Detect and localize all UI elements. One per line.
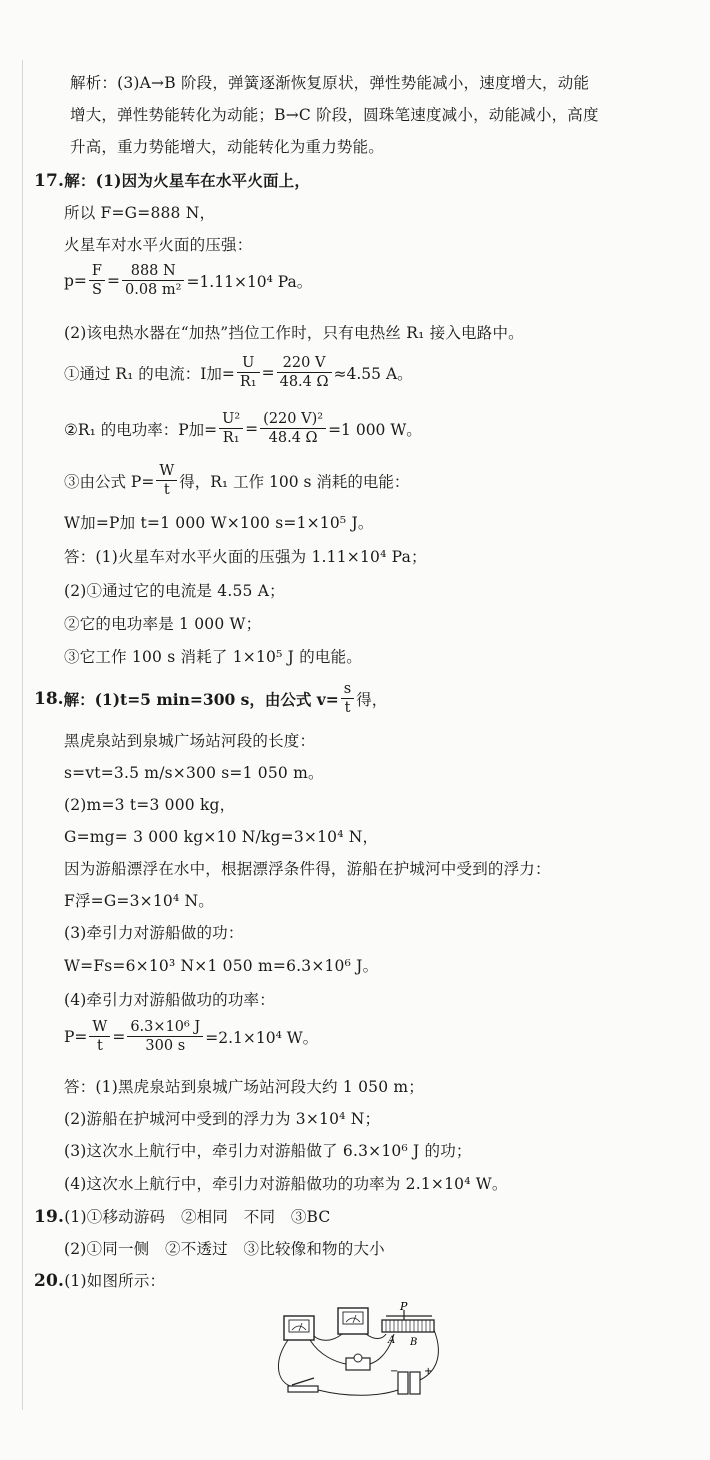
q18-header — [34, 680, 387, 717]
label-p: P — [400, 1300, 408, 1313]
q18-line-7: F浮=G=3×10⁴ N。 — [64, 892, 214, 910]
binding-margin-line — [22, 60, 23, 1410]
denominator: t — [96, 1038, 103, 1054]
fraction — [341, 680, 354, 717]
numerator: W — [89, 1018, 110, 1037]
q18-line-9: W=Fs=6×10³ N×1 050 m=6.3×10⁶ J。 — [64, 957, 379, 975]
fraction — [122, 262, 184, 299]
battery-icon — [398, 1372, 420, 1394]
circuit-diagram — [270, 1300, 460, 1405]
q18-line-8: (3)牵引力对游船做的功： — [64, 924, 244, 942]
fraction — [127, 1018, 203, 1055]
fraction — [260, 410, 326, 447]
q17-answer-1: 答：(1)火星车对水平火面的压强为 1.11×10⁴ Pa； — [64, 548, 427, 566]
q19-answer-1: (1)①移动游码 ②相同 不同 ③BC — [64, 1208, 331, 1226]
numerator: F — [89, 262, 105, 281]
lamp-icon — [346, 1354, 370, 1370]
fraction — [277, 354, 332, 391]
label-minus: − — [390, 1366, 399, 1377]
fraction — [219, 410, 243, 447]
rheostat-icon — [382, 1310, 434, 1332]
q17-pressure-equation: p= $\frac{F}{S}$ = $\frac{888 N}{\text{0.08 m²}}$ =1.11×10⁴ Pa。 — [64, 263, 313, 298]
eq-text: ②R₁ 的电功率：P加= — [64, 420, 218, 439]
q20-line-1 — [34, 1270, 165, 1292]
numerator: U² — [219, 410, 243, 429]
q17-number: 17. — [34, 171, 65, 191]
fraction — [156, 462, 177, 499]
denominator: 48.4 Ω — [268, 430, 318, 446]
eq-text: =2.1×10⁴ W。 — [205, 1028, 319, 1047]
numerator: 220 V — [277, 354, 332, 373]
label-plus: + — [424, 1366, 433, 1377]
eq-text: 得， — [356, 690, 388, 709]
denominator: R₁ — [239, 374, 257, 390]
numerator: 6.3×10⁶ J — [127, 1018, 203, 1037]
q17-line-5: (2)该电热水器在“加热”挡位工作时，只有电热丝 R₁ 接入电路中。 — [64, 324, 524, 342]
numerator: (220 V)² — [260, 410, 326, 429]
q20-answer-1: (1)如图所示： — [64, 1272, 166, 1290]
label-a: A — [388, 1335, 396, 1346]
eq-text: 得，R₁ 工作 100 s 消耗的电能： — [179, 472, 410, 491]
q17-power-equation: ②R₁ 的电功率：P加= $\frac{\text{U²}}{\text{R₁}}$ = $\frac{\text{(220 V)²}}{48.4 \Omega}$ =1 000 W。 — [64, 411, 422, 446]
q18-answer-2: (2)游船在护城河中受到的浮力为 3×10⁴ N； — [64, 1110, 381, 1128]
q19-line-1 — [34, 1206, 330, 1228]
eq-text: =1 000 W。 — [328, 420, 422, 439]
denominator: 48.4 Ω — [279, 374, 329, 390]
denominator: t — [344, 700, 351, 716]
q17-answer-3: ②它的电功率是 1 000 W； — [64, 615, 262, 633]
switch-icon — [288, 1378, 318, 1392]
fraction — [89, 1018, 110, 1055]
ammeter-icon — [284, 1316, 314, 1340]
label-b: B — [410, 1337, 418, 1348]
q18-number: 18. — [34, 688, 64, 709]
q19-line-2: (2)①同一侧 ②不透过 ③比较像和物的大小 — [64, 1240, 385, 1258]
q17-energy-formula — [64, 462, 409, 499]
eq-text: =1.11×10⁴ Pa。 — [186, 272, 313, 291]
q17-current-equation: ①通过 R₁ 的电流：I加= $\frac{U}{\text{R₁}}$ = $\frac{220 V}{48.4 \Omega}$ ≈4.55 A。 — [64, 355, 413, 390]
fraction — [237, 354, 260, 391]
analysis-line-3: 升高，重力势能增大，动能转化为重力势能。 — [70, 138, 385, 156]
denominator: S — [91, 282, 102, 298]
q18-line-6: 因为游船漂浮在水中，根据漂浮条件得，游船在护城河中受到的浮力： — [64, 860, 551, 878]
q17-answer-2: (2)①通过它的电流是 4.55 A； — [64, 582, 285, 600]
eq-text: ≈4.55 A。 — [333, 364, 413, 383]
numerator: W — [156, 462, 177, 481]
q20-number: 20. — [34, 1271, 65, 1291]
q17-line-2: 所以 F=G=888 N， — [64, 204, 216, 222]
q17-header — [34, 170, 310, 192]
fraction — [89, 262, 105, 299]
eq-text: ①通过 R₁ 的电流：I加= — [64, 364, 235, 383]
denominator: R₁ — [222, 430, 240, 446]
analysis-line-1: 解析：(3)A→B 阶段，弹簧逐渐恢复原状，弹性势能减小，速度增大，动能 — [70, 74, 590, 92]
q18-answer-4: (4)这次水上航行中，牵引力对游船做功的功率为 2.1×10⁴ W。 — [64, 1175, 508, 1193]
q18-line-5: G=mg= 3 000 kg×10 N/kg=3×10⁴ N， — [64, 828, 379, 846]
eq-text: P= — [64, 1027, 88, 1046]
q18-line-3: s=vt=3.5 m/s×300 s=1 050 m。 — [64, 764, 324, 782]
q19-number: 19. — [34, 1207, 65, 1227]
numerator: 888 N — [122, 262, 184, 281]
q18-head: 解：(1)t=5 min=300 s，由公式 v= — [63, 689, 339, 709]
voltmeter-icon — [338, 1308, 368, 1334]
denominator: 0.08 m² — [124, 282, 182, 298]
numerator: s — [341, 680, 354, 699]
eq-text: ③由公式 P= — [64, 472, 155, 491]
q17-head: 解：(1)因为火星车在水平火面上， — [64, 171, 311, 190]
q18-answer-3: (3)这次水上航行中，牵引力对游船做了 6.3×10⁶ J 的功； — [64, 1142, 472, 1160]
q18-line-10: (4)牵引力对游船做功的功率： — [64, 991, 275, 1009]
q17-line-9: W加=P加 t=1 000 W×100 s=1×10⁵ J。 — [64, 514, 374, 532]
denominator: t — [163, 482, 170, 498]
q17-answer-4: ③它工作 100 s 消耗了 1×10⁵ J 的电能。 — [64, 648, 363, 666]
q18-answer-1: 答：(1)黑虎泉站到泉城广场站河段大约 1 050 m； — [64, 1078, 424, 1096]
q18-line-2: 黑虎泉站到泉城广场站河段的长度： — [64, 732, 316, 750]
numerator: U — [237, 354, 260, 373]
q18-line-4: (2)m=3 t=3 000 kg， — [64, 796, 236, 814]
denominator: 300 s — [145, 1038, 186, 1054]
q17-line-3: 火星车对水平火面的压强： — [64, 236, 253, 254]
analysis-line-2: 增大，弹性势能转化为动能；B→C 阶段，圆珠笔速度减小，动能减小，高度 — [70, 106, 599, 124]
q18-power-equation: P= $\frac{W}{t}$ = $\frac{\text{6.3×10⁶ J}}{300 s}$ =2.1×10⁴ W。 — [64, 1019, 319, 1054]
eq-text: p= — [64, 271, 87, 290]
